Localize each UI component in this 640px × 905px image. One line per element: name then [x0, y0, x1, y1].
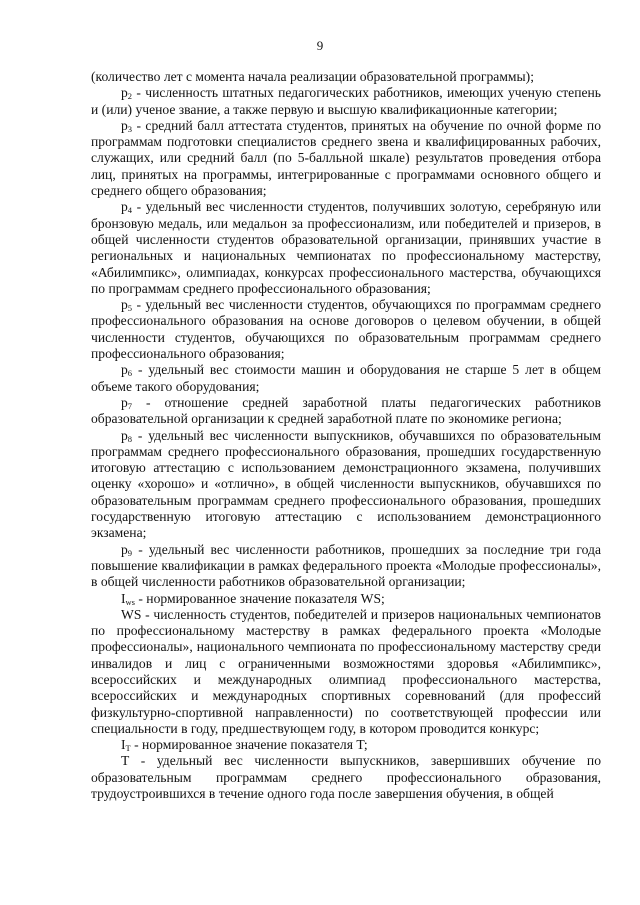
indicator-subscript: ws [125, 596, 135, 607]
paragraph-text: - средний балл аттестата студентов, принятых на обучение по очной форме по программам подготовки специалистов среднего звена и квалифицированных рабочих, служащих, или средний балл (по 5-балльной шкале) результатов проведения отбора лиц, принятых на программы, интегрированные с программами основного общего и среднего общего образования; [91, 117, 601, 199]
paragraph-text: - удельный вес численности студентов, обучающихся по программам среднего профессионального образования на основе договоров о целевом обучении, в общей численности студентов, обучающихся по образовательным программам среднего профессионального образования; [91, 297, 601, 362]
indicator-symbol: I [121, 590, 126, 606]
indicator-subscript: 6 [127, 368, 133, 379]
indicator-subscript: 2 [127, 91, 133, 102]
paragraph-text: - удельный вес стоимости машин и оборудования не старше 5 лет в общем объеме такого оборудования; [91, 362, 601, 394]
indicator-subscript: 7 [127, 400, 133, 411]
indicator-subscript: 4 [127, 205, 133, 216]
paragraph-iws [91, 591, 601, 607]
indicator-symbol: p [121, 199, 128, 215]
paragraph-text: - отношение средней заработной платы педагогических работников образовательной организации к средней заработной плате по экономике региона; [91, 394, 601, 427]
paragraph-ws [91, 607, 601, 737]
paragraph-text: - удельный вес численности работников, прошедших за последние три года повышение квалификации в рамках федерального проекта «Молодые профессионалы», в общей численности работников образовательной организации; [91, 541, 601, 590]
indicator-subscript: 5 [127, 303, 133, 314]
indicator-subscript: T [125, 743, 131, 754]
indicator-symbol: p [121, 117, 128, 133]
paragraph-text: (количество лет с момента начала реализации образовательной программы); [91, 69, 534, 84]
indicator-symbol: p [121, 427, 128, 443]
indicator-symbol: p [121, 362, 128, 378]
page-number: 9 [316, 38, 324, 53]
paragraph-p6 [91, 362, 601, 395]
indicator-symbol: p [121, 541, 128, 557]
paragraph-p7 [91, 395, 601, 428]
paragraph-p5 [91, 297, 601, 362]
indicator-subscript: 8 [127, 433, 133, 444]
indicator-subscript: 3 [127, 123, 133, 134]
paragraph-p8 [91, 428, 601, 542]
paragraph-p4 [91, 199, 601, 297]
document-body [91, 69, 601, 802]
paragraph-t [91, 753, 601, 802]
paragraph-continuation [91, 69, 601, 85]
paragraph-text: - численность штатных педагогических работников, имеющих ученую степень и (или) ученое звание, а также первую и высшую квалификационные категории; [91, 85, 601, 117]
indicator-subscript: 9 [127, 547, 133, 558]
indicator-symbol: p [121, 297, 128, 313]
paragraph-text: WS - численность студентов, победителей и призеров национальных чемпионатов по профессиональному мастерству в рамках федерального проекта «Молодые профессионалы», национального чемпионата по профессиональному мастерству среди инвалидов и лиц с ограниченными возможностями здоровья «Абилимпикс», всероссийских и международных олимпиад профессионального мастерства, всероссийских и международных спортивных соревнований (для профессий физкультурно-спортивной направленности) по соответствующей профессии или специальности в году, предшествующем году, в котором проводится конкурс; [91, 606, 601, 736]
paragraph-text: - нормированное значение показателя WS; [134, 590, 385, 606]
indicator-symbol: I [121, 737, 126, 753]
paragraph-p3 [91, 118, 601, 199]
paragraph-p2 [91, 85, 601, 118]
indicator-symbol: p [121, 85, 128, 101]
paragraph-text: T - удельный вес численности выпускников, завершивших обучение по образовательным программам среднего профессионального образования, трудоустроившихся в течение одного года после завершения обучения, в общей [91, 753, 601, 802]
paragraph-text: - нормированное значение показателя T; [130, 737, 368, 753]
paragraph-text: - удельный вес численности студентов, получивших золотую, серебряную или бронзовую медаль, или медальон за профессионализм, или победителей и призеров, в общей численности студентов образовательной организации, принявших участие в региональных и национальных чемпионатах по профессиональному мастерству, «Абилимпикс», олимпиадах, конкурсах профессионального мастерства, обучающихся по программам среднего профессионального образования; [91, 199, 601, 296]
paragraph-p9 [91, 542, 601, 591]
paragraph-text: - удельный вес численности выпускников, обучавшихся по образовательным программам среднего профессионального образования, прошедших государственную итоговую аттестацию с использованием демонстрационного экзамена, получивших оценку «хорошо» и «отлично», в общей численности выпускников, обучавшихся по образовательным программам среднего профессионального образования, прошедших государственную итоговую аттестацию с использованием демонстрационного экзамена; [91, 427, 601, 541]
indicator-symbol: p [121, 394, 128, 410]
paragraph-it [91, 737, 601, 753]
